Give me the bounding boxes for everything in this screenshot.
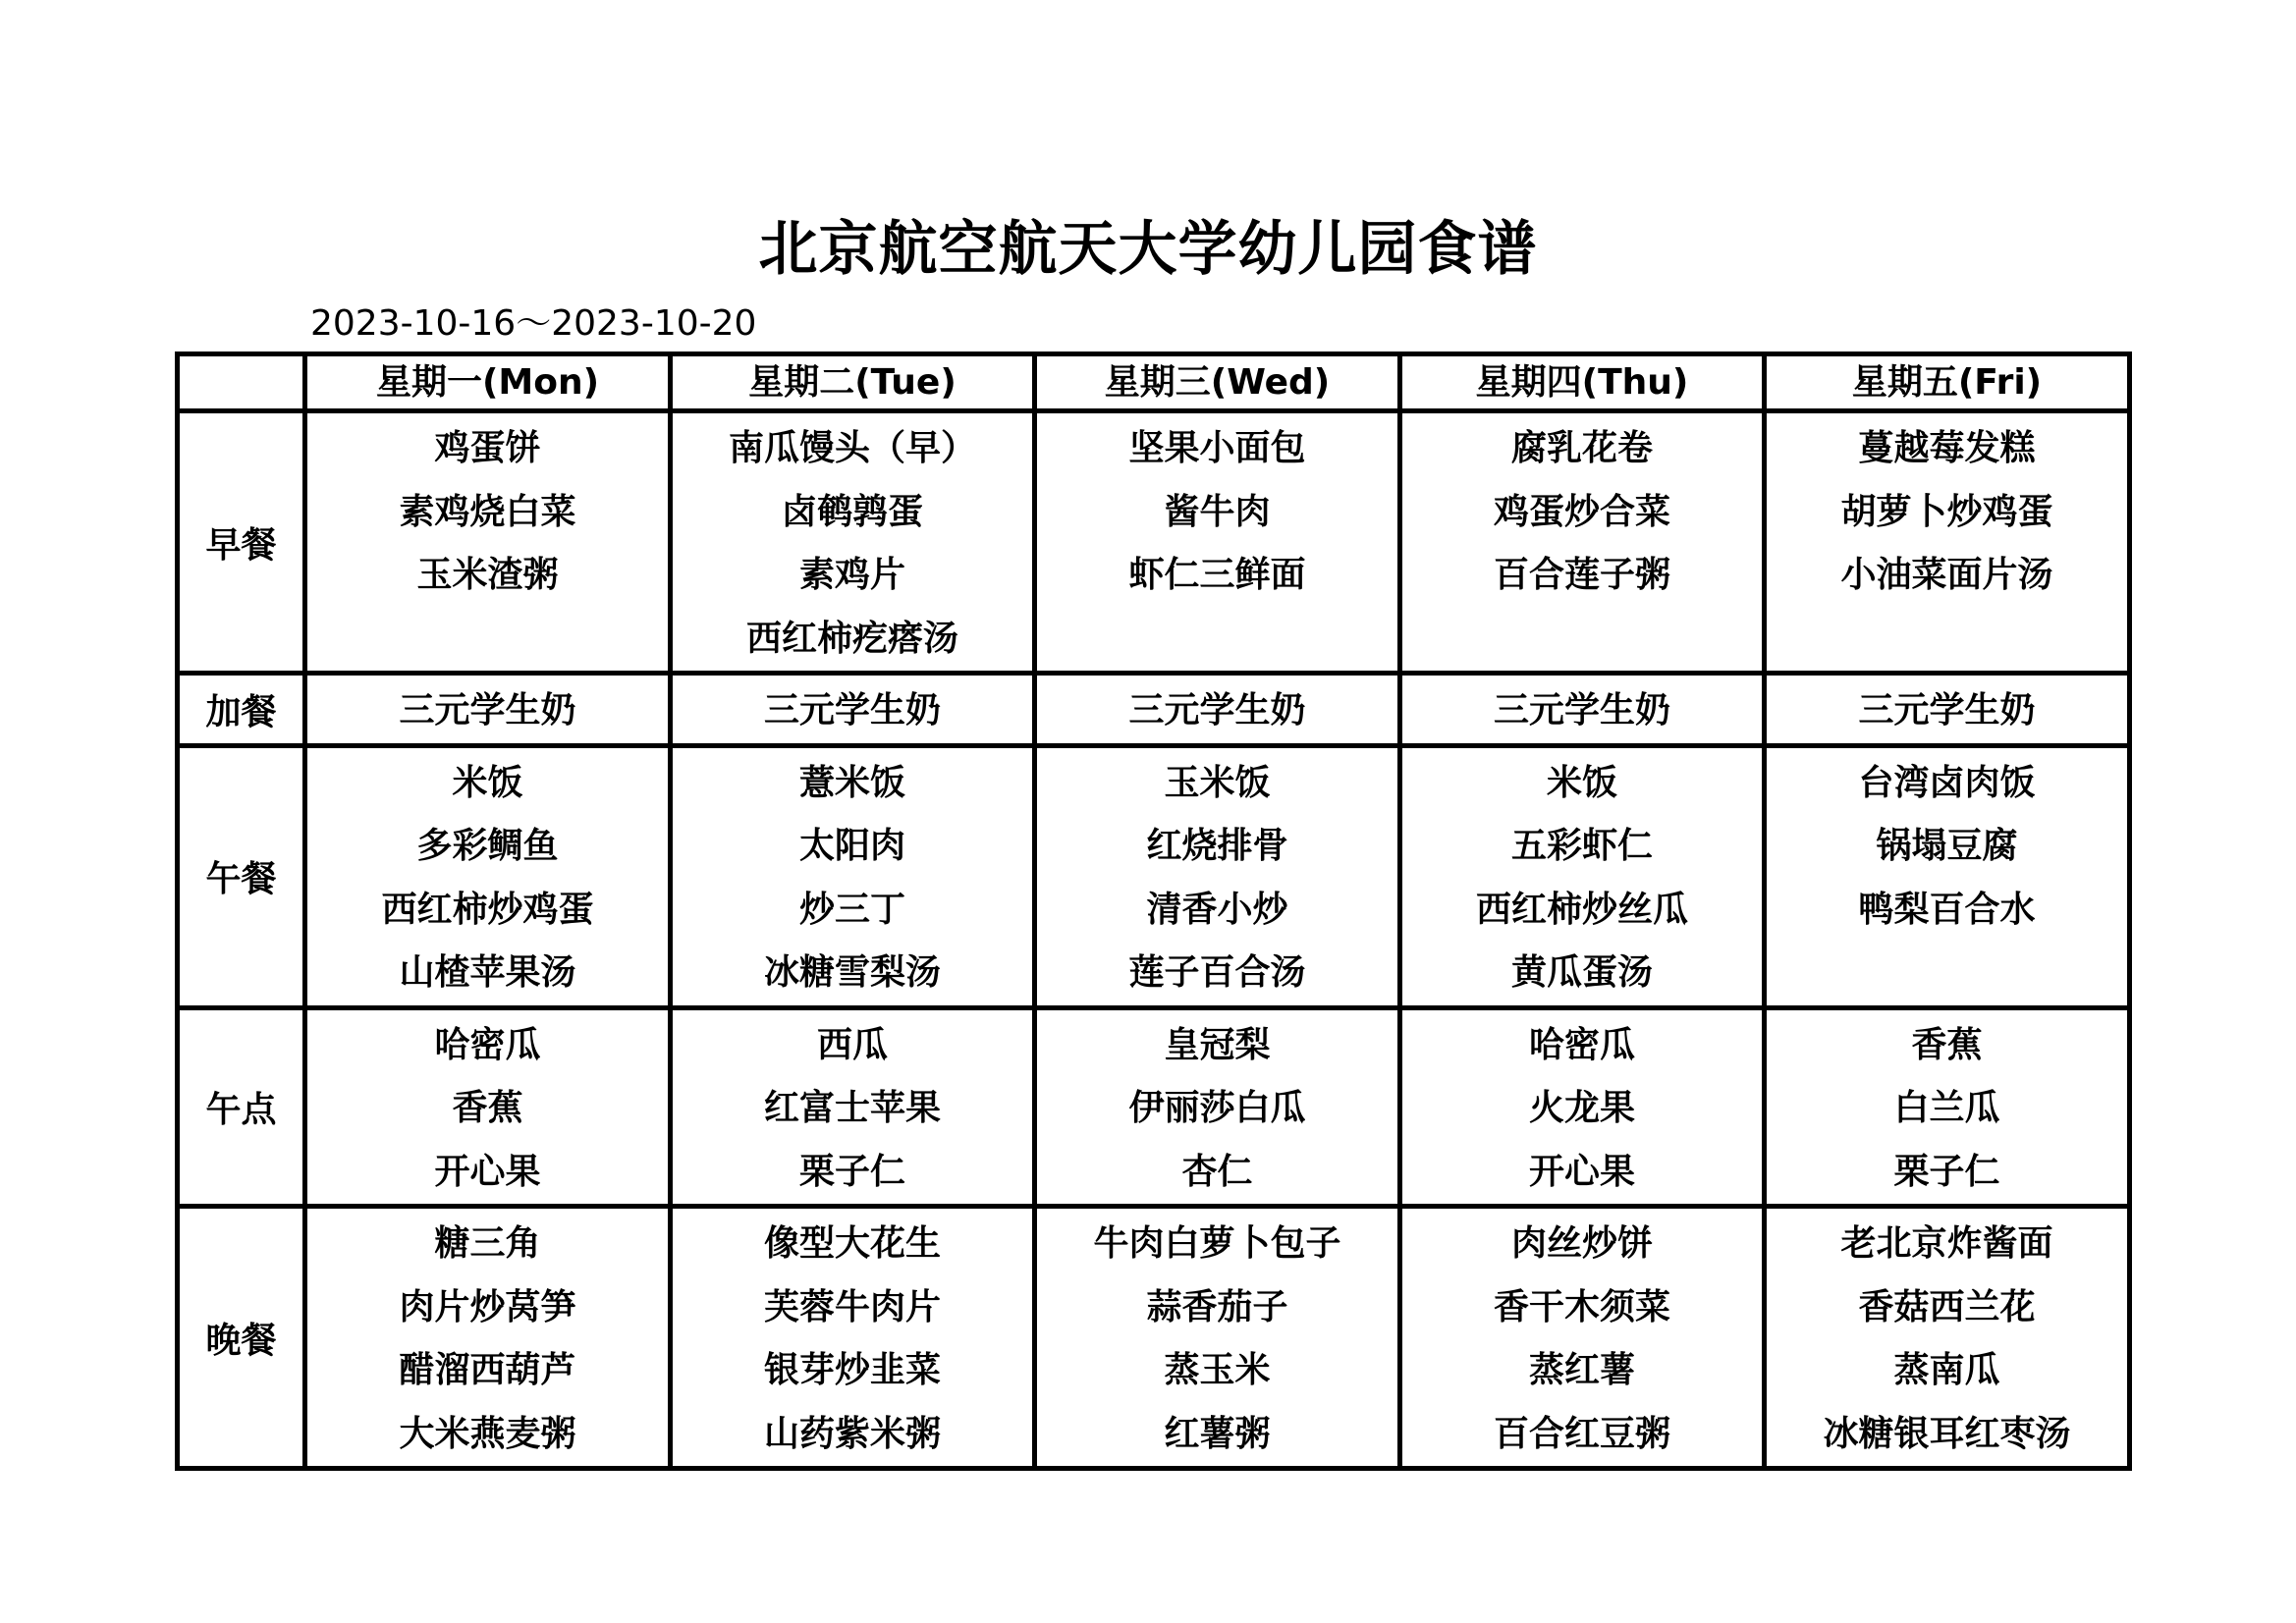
dish-name: 杏仁	[1181, 1151, 1253, 1192]
dish-name: 南瓜馒头（早）	[728, 428, 976, 468]
dish-name: 鸡蛋炒合菜	[1493, 491, 1670, 532]
day-header-wed: 星期三(Wed)	[1035, 354, 1400, 411]
dish-name: 开心果	[434, 1151, 541, 1192]
dish-name: 卤鹌鹑蛋	[781, 491, 923, 532]
dish-name: 伊丽莎白瓜	[1128, 1088, 1306, 1128]
page-title: 北京航空航天大学幼儿园食谱	[758, 215, 1538, 284]
dish-name: 鸡蛋饼	[434, 428, 541, 468]
menu-cell-wed	[1035, 745, 1400, 1007]
dish-name: 哈密瓜	[434, 1024, 541, 1065]
meal-row-dinner	[178, 1207, 2130, 1469]
menu-cell-fri	[1765, 1207, 2130, 1469]
meal-label: 午点	[178, 1007, 305, 1207]
day-header-fri: 星期五(Fri)	[1765, 354, 2130, 411]
dish-name: 糖三角	[434, 1223, 541, 1264]
dish-name: 蒸南瓜	[1893, 1350, 2000, 1390]
dish-name: 蒸玉米	[1164, 1350, 1271, 1390]
dish-name: 蔓越莓发糕	[1858, 428, 2036, 468]
dish-name: 蒜香茄子	[1146, 1286, 1288, 1327]
dish-name: 香干木须菜	[1493, 1286, 1670, 1327]
dish-name: 太阳肉	[798, 826, 905, 866]
dish-name: 百合红豆粥	[1493, 1413, 1670, 1454]
dish-name: 芙蓉牛肉片	[763, 1286, 941, 1327]
dish-name: 莲子百合汤	[1128, 952, 1306, 993]
dish-name: 冰糖雪梨汤	[763, 952, 941, 993]
dish-name: 红薯粥	[1164, 1413, 1271, 1454]
dish-name: 胡萝卜炒鸡蛋	[1840, 491, 2053, 532]
menu-cell-fri	[1765, 411, 2130, 674]
dish-name: 清香小炒	[1146, 889, 1288, 930]
date-range: 2023-10-16～2023-10-20	[310, 303, 757, 344]
header-corner-cell	[178, 354, 305, 411]
dish-name: 像型大花生	[763, 1223, 941, 1264]
dish-name: 素鸡烧白菜	[399, 491, 576, 532]
dish-name: 山楂苹果汤	[399, 952, 576, 993]
dish-name: 西红柿炒丝瓜	[1475, 889, 1688, 930]
menu-table	[175, 352, 2132, 1471]
meal-label: 加餐	[178, 674, 305, 746]
dish-name: 西红柿疙瘩汤	[745, 618, 958, 659]
day-header-tue: 星期二(Tue)	[671, 354, 1035, 411]
dish-name: 锅塌豆腐	[1876, 826, 2018, 866]
dish-name: 玉米渣粥	[416, 555, 559, 595]
menu-cell-tue	[671, 745, 1035, 1007]
dish-name: 薏米饭	[798, 762, 905, 803]
dish-name: 多彩鲷鱼	[416, 826, 559, 866]
menu-cell-tue	[671, 674, 1035, 746]
meal-label: 早餐	[178, 411, 305, 674]
menu-cell-thu	[1400, 745, 1765, 1007]
menu-cell-mon	[305, 1207, 671, 1469]
menu-cell-thu	[1400, 411, 1765, 674]
menu-cell-thu	[1400, 674, 1765, 746]
dish-name: 米饭	[452, 762, 523, 803]
dish-name: 栗子仁	[1893, 1151, 2000, 1192]
menu-cell-mon	[305, 745, 671, 1007]
dish-name: 白兰瓜	[1893, 1088, 2000, 1128]
menu-cell-wed	[1035, 411, 1400, 674]
dish-name: 老北京炸酱面	[1840, 1223, 2053, 1264]
dish-name: 西瓜	[816, 1024, 888, 1065]
dish-name: 牛肉白萝卜包子	[1093, 1223, 1341, 1264]
dish-name: 蒸红薯	[1528, 1350, 1635, 1390]
dish-name: 醋溜西葫芦	[399, 1350, 576, 1390]
menu-cell-thu	[1400, 1207, 1765, 1469]
menu-cell-mon	[305, 411, 671, 674]
menu-cell-wed	[1035, 674, 1400, 746]
dish-name: 五彩虾仁	[1510, 826, 1653, 866]
dish-name: 西红柿炒鸡蛋	[381, 889, 594, 930]
dish-name: 皇冠梨	[1164, 1024, 1271, 1065]
dish-name: 肉丝炒饼	[1510, 1223, 1653, 1264]
menu-cell-tue	[671, 1207, 1035, 1469]
dish-name: 哈密瓜	[1528, 1024, 1635, 1065]
dish-name: 鸭梨百合水	[1858, 889, 2036, 930]
dish-name: 素鸡片	[798, 555, 905, 595]
dish-name: 酱牛肉	[1164, 491, 1271, 532]
meal-label: 午餐	[178, 745, 305, 1007]
dish-name: 栗子仁	[798, 1151, 905, 1192]
dish-name: 三元学生奶	[763, 690, 941, 730]
menu-cell-mon	[305, 674, 671, 746]
menu-cell-fri	[1765, 1007, 2130, 1207]
dish-name: 坚果小面包	[1128, 428, 1306, 468]
dish-name: 香蕉	[452, 1088, 523, 1128]
dish-name: 米饭	[1546, 762, 1617, 803]
meal-row-breakfast	[178, 411, 2130, 674]
menu-cell-wed	[1035, 1207, 1400, 1469]
menu-cell-wed	[1035, 1007, 1400, 1207]
dish-name: 红烧排骨	[1146, 826, 1288, 866]
dish-name: 三元学生奶	[1858, 690, 2036, 730]
meal-row-lunch	[178, 745, 2130, 1007]
menu-cell-tue	[671, 411, 1035, 674]
menu-cell-fri	[1765, 745, 2130, 1007]
dish-name: 小油菜面片汤	[1840, 555, 2053, 595]
menu-cell-fri	[1765, 674, 2130, 746]
menu-cell-mon	[305, 1007, 671, 1207]
menu-cell-thu	[1400, 1007, 1765, 1207]
dish-name: 三元学生奶	[1128, 690, 1306, 730]
dish-name: 虾仁三鲜面	[1128, 555, 1306, 595]
day-header-mon: 星期一(Mon)	[305, 354, 671, 411]
header-row	[178, 354, 2130, 411]
dish-name: 山药紫米粥	[763, 1413, 941, 1454]
dish-name: 冰糖银耳红枣汤	[1823, 1413, 2071, 1454]
day-header-thu: 星期四(Thu)	[1400, 354, 1765, 411]
dish-name: 银芽炒韭菜	[763, 1350, 941, 1390]
dish-name: 三元学生奶	[1493, 690, 1670, 730]
dish-name: 红富士苹果	[763, 1088, 941, 1128]
dish-name: 肉片炒莴笋	[399, 1286, 576, 1327]
dish-name: 三元学生奶	[399, 690, 576, 730]
dish-name: 玉米饭	[1164, 762, 1271, 803]
menu-cell-tue	[671, 1007, 1035, 1207]
dish-name: 香菇西兰花	[1858, 1286, 2036, 1327]
dish-name: 黄瓜蛋汤	[1510, 952, 1653, 993]
dish-name: 百合莲子粥	[1493, 555, 1670, 595]
dish-name: 大米燕麦粥	[399, 1413, 576, 1454]
dish-name: 腐乳花卷	[1510, 428, 1653, 468]
dish-name: 香蕉	[1911, 1024, 1983, 1065]
dish-name: 火龙果	[1528, 1088, 1635, 1128]
meal-row-snack	[178, 674, 2130, 746]
meal-row-afternoon-snack	[178, 1007, 2130, 1207]
dish-name: 炒三丁	[798, 889, 905, 930]
dish-name: 台湾卤肉饭	[1858, 762, 2036, 803]
meal-label: 晚餐	[178, 1207, 305, 1469]
dish-name: 开心果	[1528, 1151, 1635, 1192]
